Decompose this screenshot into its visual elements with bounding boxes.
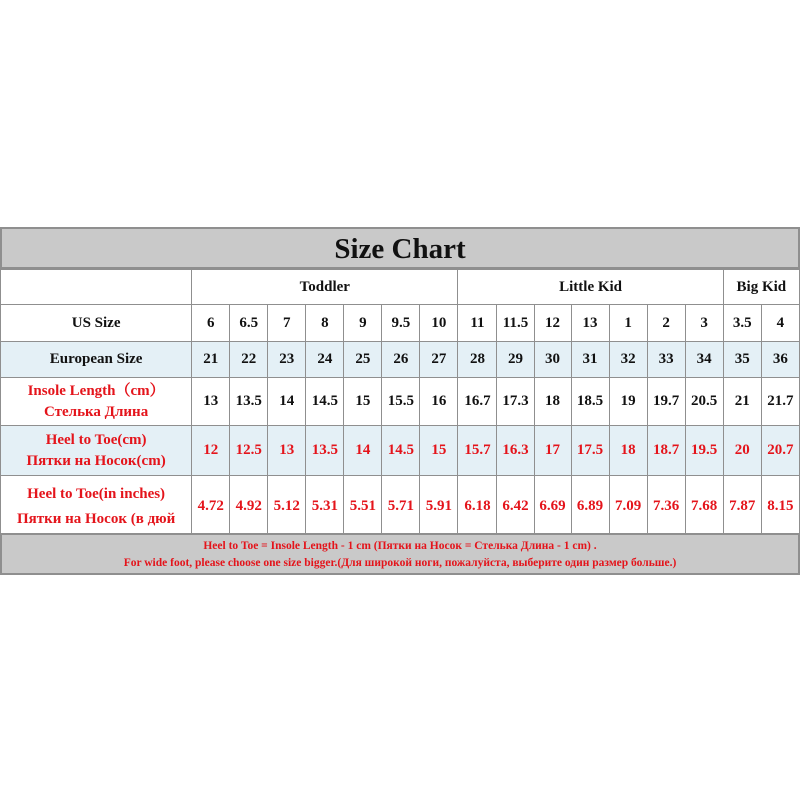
- eu-size-row: [1, 342, 800, 378]
- size-cell: 18.5: [571, 378, 609, 426]
- size-cell: 28: [458, 342, 497, 378]
- note-heel-formula: Heel to Toe = Insole Length - 1 cm (Пятки на Носок = Стелька Длина - 1 cm) .: [203, 540, 597, 552]
- size-cell: 13: [571, 305, 609, 342]
- size-cell: 4.92: [230, 476, 268, 537]
- size-cell: 5.31: [306, 476, 344, 537]
- chart-title: Size Chart: [0, 227, 800, 269]
- size-cell: 6.42: [497, 476, 534, 537]
- size-cell: 11: [458, 305, 497, 342]
- size-cell: 26: [382, 342, 420, 378]
- size-cell: 14.5: [306, 378, 344, 426]
- size-cell: 9.5: [382, 305, 420, 342]
- size-cell: 31: [571, 342, 609, 378]
- row-label-us: US Size: [1, 305, 192, 342]
- size-cell: 22: [230, 342, 268, 378]
- size-cell: 15.5: [382, 378, 420, 426]
- group-big-kid: Big Kid: [723, 270, 799, 305]
- label-heel-cm-ru: Пятки на Носок(cm): [26, 452, 166, 469]
- size-cell: 7: [268, 305, 306, 342]
- note-wide-foot: For wide foot, please choose one size bigger.(Для широкой ноги, пожалуйста, выберите один размер больше.): [123, 557, 677, 569]
- size-cell: 3: [685, 305, 723, 342]
- size-cell: 7.09: [609, 476, 647, 537]
- group-little-kid: Little Kid: [458, 270, 723, 305]
- size-cell: 15: [420, 426, 458, 476]
- size-cell: 14: [344, 426, 382, 476]
- size-cell: 8: [306, 305, 344, 342]
- size-cell: 5.51: [344, 476, 382, 537]
- size-cell: 21: [723, 378, 761, 426]
- size-cell: 4: [761, 305, 799, 342]
- size-cell: 5.12: [268, 476, 306, 537]
- row-label-eu: European Size: [1, 342, 192, 378]
- size-cell: 35: [723, 342, 761, 378]
- size-cell: 2: [647, 305, 685, 342]
- size-cell: 6: [192, 305, 230, 342]
- size-chart: [0, 227, 800, 575]
- size-cell: 6.18: [458, 476, 497, 537]
- size-cell: 12: [192, 426, 230, 476]
- size-cell: 24: [306, 342, 344, 378]
- size-cell: 8.15: [761, 476, 799, 537]
- heel-to-toe-cm-row: [1, 426, 800, 476]
- size-cell: 16: [420, 378, 458, 426]
- size-cell: 19.7: [647, 378, 685, 426]
- label-heel-in-en: Heel to Toe(in inches): [27, 486, 166, 502]
- heel-to-toe-inch-row: [1, 476, 800, 537]
- size-cell: 17: [534, 426, 571, 476]
- group-header-row: [1, 270, 800, 305]
- size-cell: 13.5: [306, 426, 344, 476]
- size-cell: 6.69: [534, 476, 571, 537]
- size-cell: 4.72: [192, 476, 230, 537]
- size-cell: 18: [534, 378, 571, 426]
- size-cell: 20.5: [685, 378, 723, 426]
- size-cell: 32: [609, 342, 647, 378]
- corner-cell: [1, 270, 192, 305]
- label-heel-in-ru: Пятки на Носок (в дюй: [16, 511, 176, 527]
- size-cell: 17.3: [497, 378, 534, 426]
- size-cell: 10: [420, 305, 458, 342]
- group-toddler: Toddler: [192, 270, 458, 305]
- size-cell: 7.68: [685, 476, 723, 537]
- size-cell: 21.7: [761, 378, 799, 426]
- size-cell: 3.5: [723, 305, 761, 342]
- size-cell: 19: [609, 378, 647, 426]
- size-cell: 5.71: [382, 476, 420, 537]
- insole-length-row: [1, 378, 800, 426]
- size-cell: 7.87: [723, 476, 761, 537]
- size-cell: 15.7: [458, 426, 497, 476]
- us-size-row: [1, 305, 800, 342]
- label-heel-cm-en: Heel to Toe(cm): [45, 431, 147, 448]
- size-cell: 13: [268, 426, 306, 476]
- size-cell: 15: [344, 378, 382, 426]
- size-cell: 1: [609, 305, 647, 342]
- size-cell: 12.5: [230, 426, 268, 476]
- size-cell: 16.7: [458, 378, 497, 426]
- size-cell: 20: [723, 426, 761, 476]
- size-cell: 17.5: [571, 426, 609, 476]
- size-cell: 23: [268, 342, 306, 378]
- size-cell: 16.3: [497, 426, 534, 476]
- size-cell: 29: [497, 342, 534, 378]
- size-cell: 21: [192, 342, 230, 378]
- size-cell: 19.5: [685, 426, 723, 476]
- size-cell: 20.7: [761, 426, 799, 476]
- size-cell: 6.89: [571, 476, 609, 537]
- notes-box: [0, 533, 800, 575]
- size-cell: 14: [268, 378, 306, 426]
- size-cell: 25: [344, 342, 382, 378]
- size-cell: 33: [647, 342, 685, 378]
- label-insole-en: Insole Length（cm）: [27, 382, 165, 399]
- size-cell: 13.5: [230, 378, 268, 426]
- size-cell: 36: [761, 342, 799, 378]
- size-table: [0, 269, 800, 537]
- row-label-insole: [1, 378, 192, 426]
- size-cell: 34: [685, 342, 723, 378]
- size-cell: 18: [609, 426, 647, 476]
- size-cell: 14.5: [382, 426, 420, 476]
- size-cell: 11.5: [497, 305, 534, 342]
- size-cell: 13: [192, 378, 230, 426]
- size-cell: 27: [420, 342, 458, 378]
- size-cell: 5.91: [420, 476, 458, 537]
- row-label-heel-in: [1, 476, 192, 537]
- size-cell: 12: [534, 305, 571, 342]
- size-cell: 6.5: [230, 305, 268, 342]
- size-cell: 9: [344, 305, 382, 342]
- size-cell: 30: [534, 342, 571, 378]
- row-label-heel-cm: [1, 426, 192, 476]
- size-cell: 7.36: [647, 476, 685, 537]
- size-cell: 18.7: [647, 426, 685, 476]
- label-insole-ru: Стелька Длина: [44, 403, 149, 420]
